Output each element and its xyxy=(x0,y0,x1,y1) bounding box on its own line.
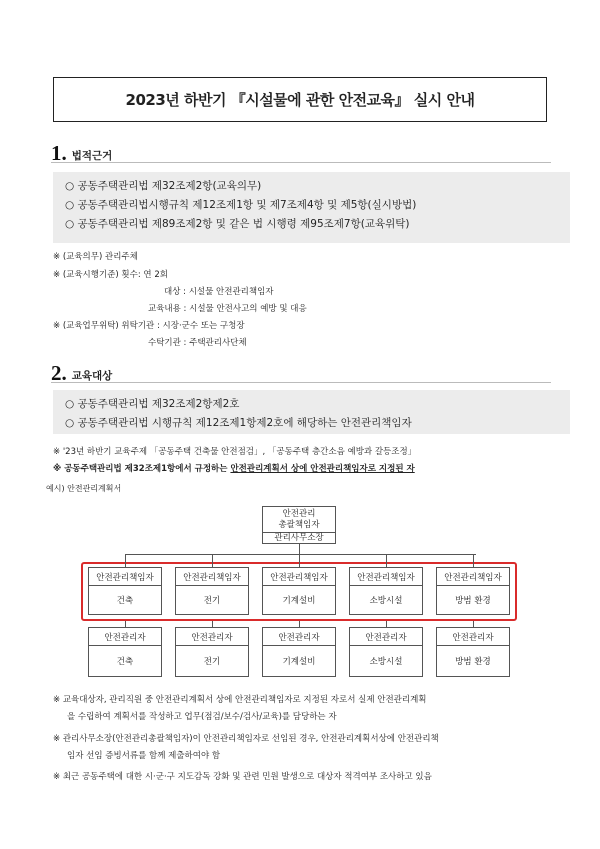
org-connector xyxy=(125,554,126,567)
staff-field: 건축 xyxy=(116,656,134,667)
manager-field: 방범 환경 xyxy=(455,595,491,606)
staff-label: 안전관리자 xyxy=(437,628,509,646)
manager-label: 안전관리책임자 xyxy=(176,568,248,586)
staff-box xyxy=(436,627,510,677)
section-2-number: 2. xyxy=(51,361,67,385)
org-top-line1: 안전관리 xyxy=(282,509,316,519)
footnote: 을 수립하여 계획서를 작성하고 업무(점검/보수/검사/교육)를 담당하는 자 xyxy=(67,712,337,722)
manager-field: 기계설비 xyxy=(282,595,316,606)
section-1-title: 법적근거 xyxy=(71,150,113,162)
legal-basis-item: ○ 공동주택관리법 제89조제2항 및 같은 법 시행령 제95조제7항(교육위탁) xyxy=(65,218,410,230)
note-target-prefix: ※ 공동주택관리법 제32조제1항에서 규정하는 xyxy=(53,464,231,474)
legal-basis-item: ○ 공동주택관리법시행규칙 제12조제1항 및 제7조제4항 및 제5항(실시방법) xyxy=(65,199,417,211)
staff-field: 소방시설 xyxy=(369,656,403,667)
staff-box xyxy=(262,627,336,677)
staff-label: 안전관리자 xyxy=(89,628,161,646)
example-label: 예시) 안전관리계획서 xyxy=(46,484,122,493)
section-1-heading xyxy=(51,143,112,163)
staff-label: 안전관리자 xyxy=(263,628,335,646)
manager-field: 소방시설 xyxy=(369,595,403,606)
manager-box xyxy=(262,567,336,615)
note-target-underlined: 안전관리계획서 상에 안전관리책임자로 지정된 자 xyxy=(230,464,415,474)
org-top-box xyxy=(262,506,336,544)
org-top-role: 관리사무소장 xyxy=(263,532,335,544)
manager-box xyxy=(88,567,162,615)
staff-box xyxy=(175,627,249,677)
section-2-divider xyxy=(51,382,551,383)
staff-field: 방범 환경 xyxy=(455,656,491,667)
note-trustee: 수탁기관 : 주택관리사단체 xyxy=(148,338,247,348)
legal-basis-item: ○ 공동주택관리법 제32조제2항(교육의무) xyxy=(65,180,262,192)
page-title: 2023년 하반기 『시설물에 관한 안전교육』 실시 안내 xyxy=(53,77,547,122)
org-connector xyxy=(212,554,213,567)
section-2-target-box xyxy=(53,390,570,434)
org-top-line2: 총괄책임자 xyxy=(278,520,320,530)
footnote: ※ 관리사무소장(안전관리총괄책임자)이 안전관리책임자로 선임된 경우, 안전관리계획서상에 안전관리책 xyxy=(53,734,439,744)
note-education-standard: ※ (교육시행기준) 횟수: 연 2회 xyxy=(53,270,168,280)
staff-label: 안전관리자 xyxy=(350,628,422,646)
note-education-topic: ※ '23년 하반기 교육주제 「공동주택 건축물 안전점검」, 「공동주택 층간소음 예방과 갈등조정」 xyxy=(53,447,417,457)
manager-label: 안전관리책임자 xyxy=(350,568,422,586)
section-1-divider xyxy=(51,162,551,163)
staff-field: 기계설비 xyxy=(282,656,316,667)
manager-field: 전기 xyxy=(203,595,221,606)
section-2-heading xyxy=(51,363,112,383)
target-item: ○ 공동주택관리법 시행규칙 제12조제1항제2호에 해당하는 안전관리책임자 xyxy=(65,417,412,429)
target-item: ○ 공동주택관리법 제32조제2항제2호 xyxy=(65,398,240,410)
staff-field: 전기 xyxy=(203,656,221,667)
manager-box xyxy=(436,567,510,615)
section-2-title: 교육대상 xyxy=(71,370,113,382)
note-education-duty: ※ (교육의무) 관리주체 xyxy=(53,252,138,262)
manager-field: 건축 xyxy=(116,595,134,606)
org-connector xyxy=(299,554,300,567)
note-target-definition xyxy=(53,462,415,474)
org-connector-trunk xyxy=(299,544,300,554)
org-connector xyxy=(473,554,474,567)
note-education-target: 대상 : 시설물 안전관리책임자 xyxy=(164,287,274,297)
staff-box xyxy=(88,627,162,677)
manager-box xyxy=(349,567,423,615)
manager-label: 안전관리책임자 xyxy=(89,568,161,586)
org-connector xyxy=(386,554,387,567)
manager-box xyxy=(175,567,249,615)
staff-label: 안전관리자 xyxy=(176,628,248,646)
section-1-number: 1. xyxy=(51,141,67,165)
org-connector-branch xyxy=(126,554,476,555)
section-1-legal-basis-box xyxy=(53,172,570,243)
manager-label: 안전관리책임자 xyxy=(437,568,509,586)
footnote: ※ 교육대상자, 관리직원 중 안전관리계획서 상에 안전관리책임자로 지정된 자로서 실제 안전관리계획 xyxy=(53,695,427,705)
note-education-content: 교육내용 : 시설물 안전사고의 예방 및 대응 xyxy=(148,304,307,314)
note-education-delegation: ※ (교육업무위탁) 위탁기관 : 시장·군수 또는 구청장 xyxy=(53,321,245,331)
manager-label: 안전관리책임자 xyxy=(263,568,335,586)
staff-box xyxy=(349,627,423,677)
footnote: 임자 선임 증빙서류를 함께 제출하여야 함 xyxy=(67,751,221,761)
footnote: ※ 최근 공동주택에 대한 시·군·구 지도감독 강화 및 관련 민원 발생으로 대상자 적격여부 조사하고 있음 xyxy=(53,772,432,782)
